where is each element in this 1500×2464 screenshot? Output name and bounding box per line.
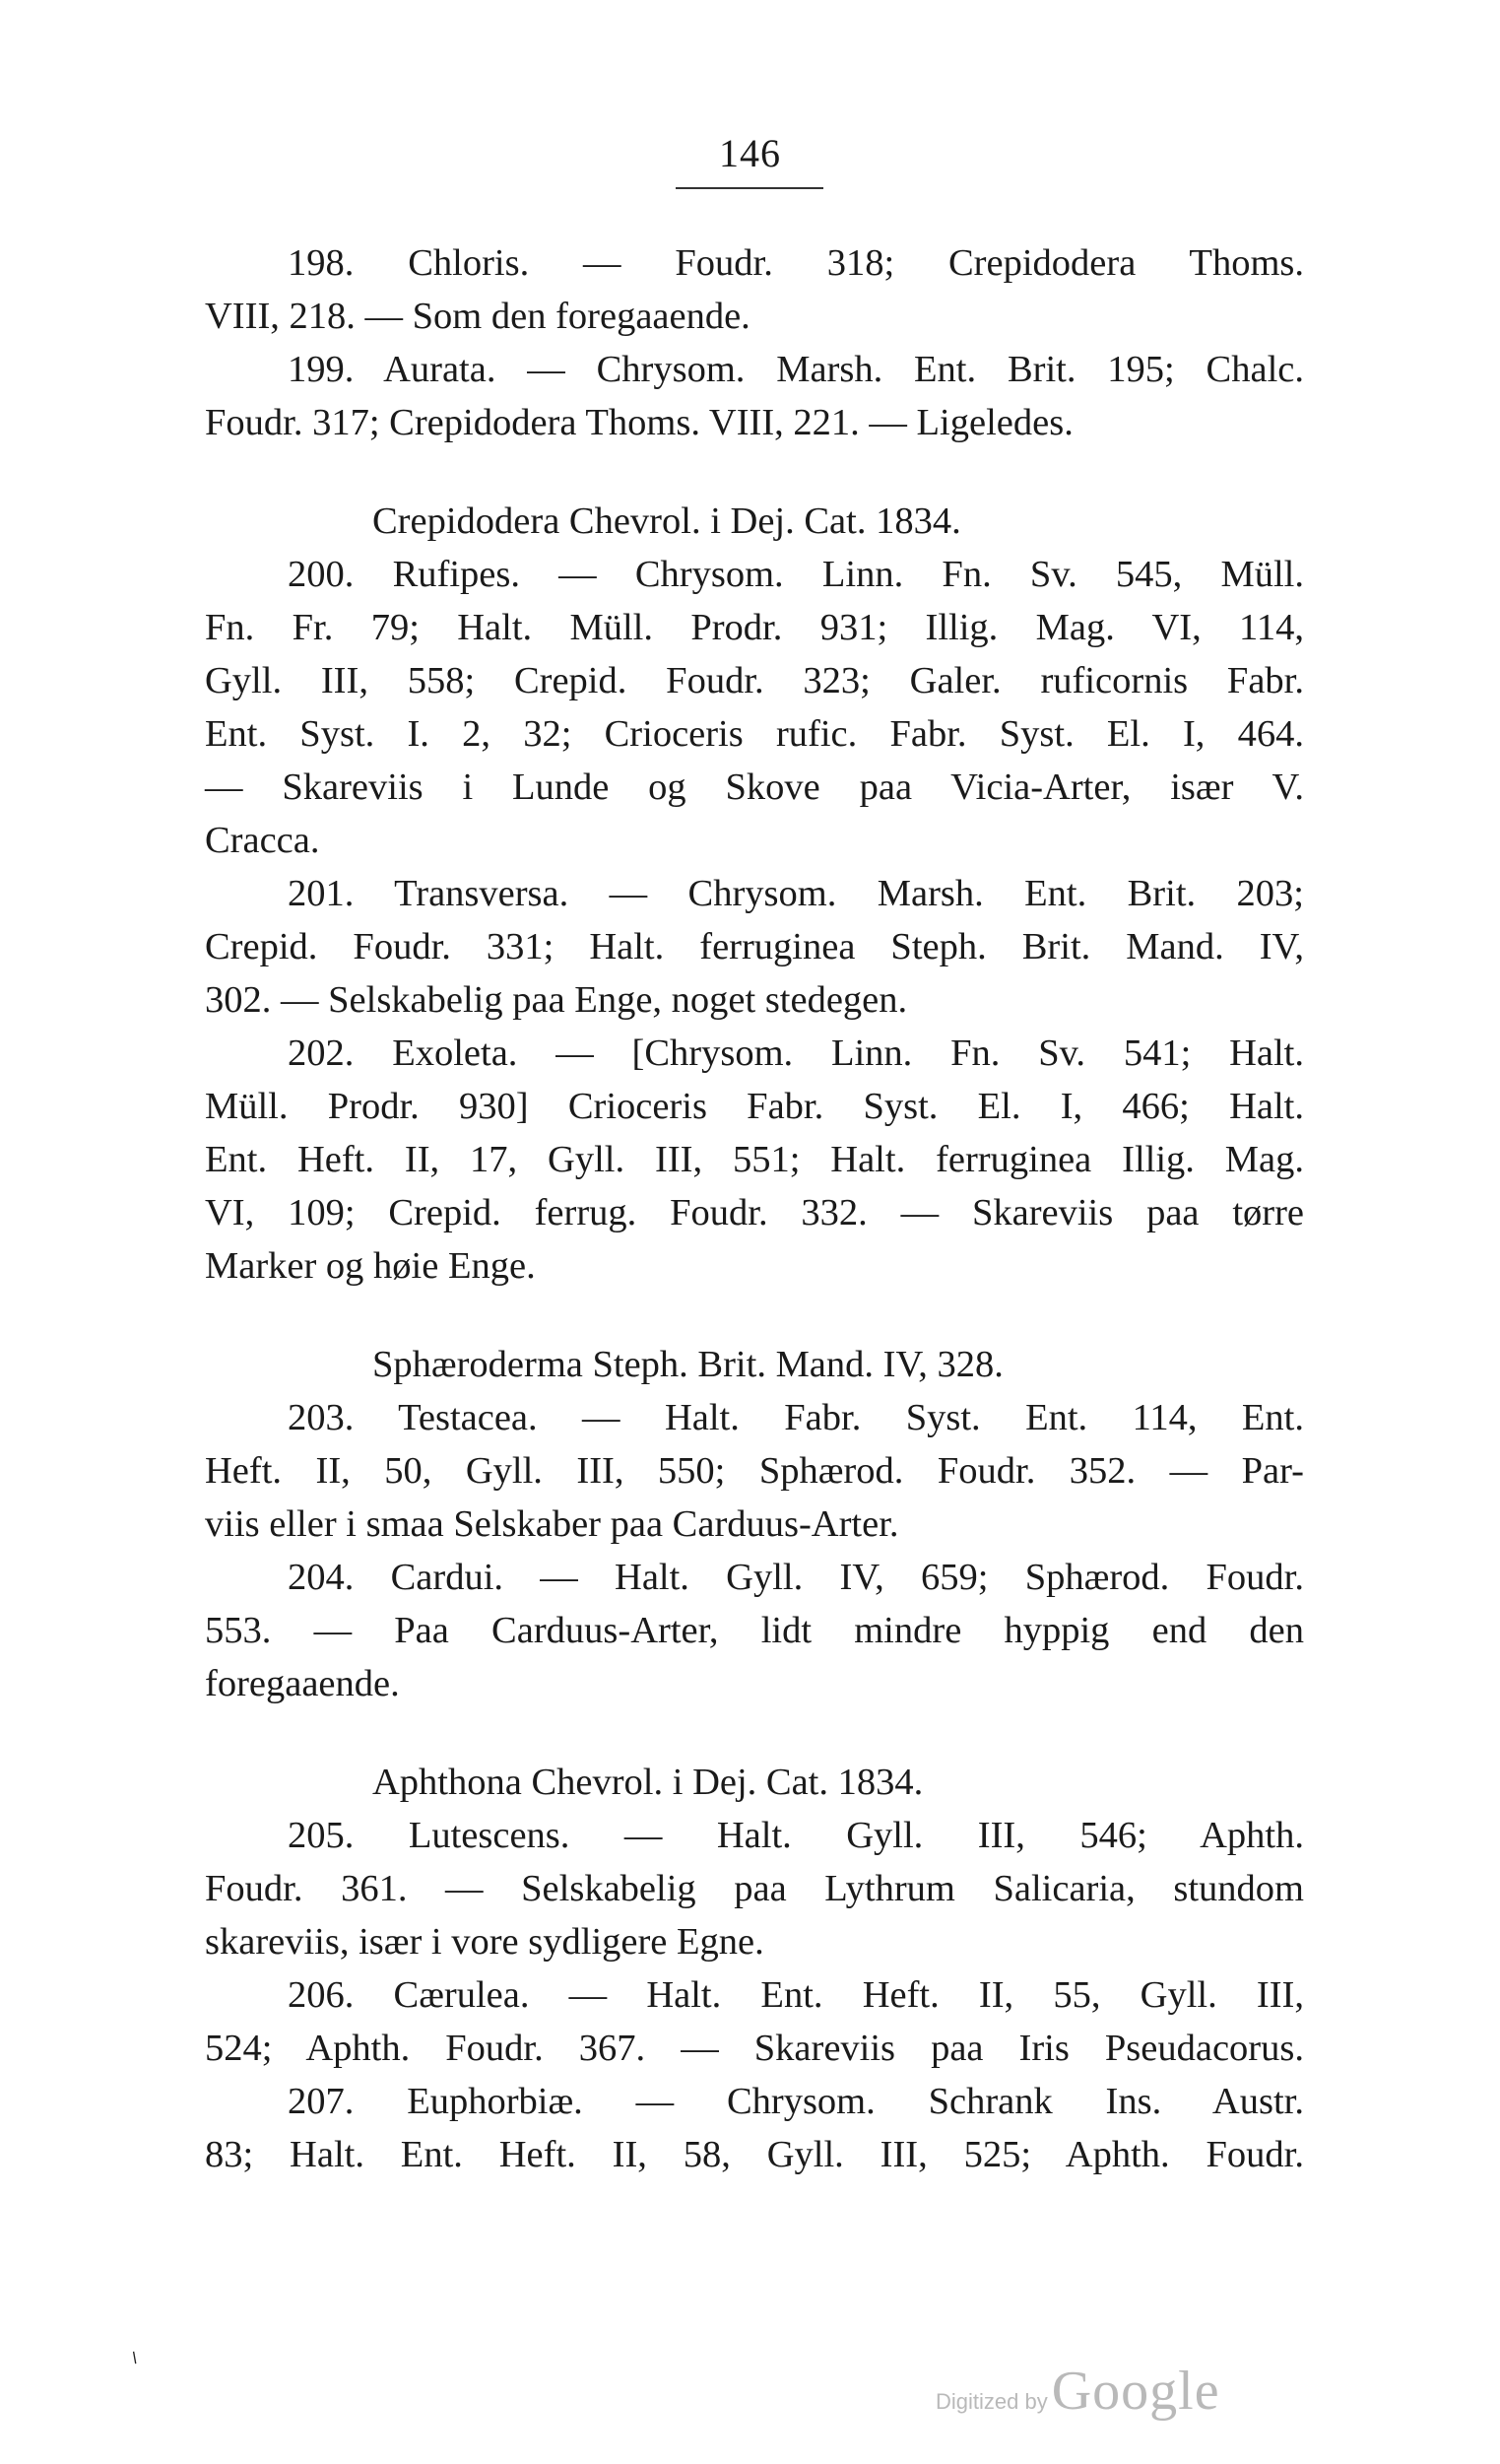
text-line: Müll. Prodr. 930] Crioceris Fabr. Syst. El. I, 466; Halt.: [205, 1086, 1304, 1127]
genus-heading: Aphthona Chevrol. i Dej. Cat. 1834.: [372, 1762, 924, 1803]
text-line: Ent. Heft. II, 17, Gyll. III, 551; Halt. ferruginea Illig. Mag.: [205, 1139, 1304, 1180]
page-number: 146: [719, 131, 781, 175]
text-line: 206. Cærulea. — Halt. Ent. Heft. II, 55, Gyll. III,: [288, 1974, 1304, 2016]
text-line: foregaaende.: [205, 1663, 400, 1704]
text-line: Cracca.: [205, 820, 320, 861]
text-line: 200. Rufipes. — Chrysom. Linn. Fn. Sv. 545, Müll.: [288, 554, 1304, 595]
text-line: Foudr. 361. — Selskabelig paa Lythrum Salicaria, stundom: [205, 1868, 1304, 1909]
text-line: 207. Euphorbiæ. — Chrysom. Schrank Ins. Austr.: [288, 2081, 1304, 2122]
text-line: Crepid. Foudr. 331; Halt. ferruginea Steph. Brit. Mand. IV,: [205, 926, 1304, 967]
text-line: VIII, 218. — Som den foregaaende.: [205, 296, 750, 337]
text-line: 201. Transversa. — Chrysom. Marsh. Ent. Brit. 203;: [288, 873, 1304, 914]
text-line: Fn. Fr. 79; Halt. Müll. Prodr. 931; Illig. Mag. VI, 114,: [205, 607, 1304, 648]
text-line: 524; Aphth. Foudr. 367. — Skareviis paa Iris Pseudacorus.: [205, 2028, 1304, 2069]
text-line: Foudr. 317; Crepidodera Thoms. VIII, 221. — Ligeledes.: [205, 402, 1074, 443]
text-line: 205. Lutescens. — Halt. Gyll. III, 546; Aphth.: [288, 1815, 1304, 1856]
text-line: 302. — Selskabelig paa Enge, noget stedegen.: [205, 979, 908, 1021]
text-line: 199. Aurata. — Chrysom. Marsh. Ent. Brit. 195; Chalc.: [288, 349, 1304, 390]
text-line: 203. Testacea. — Halt. Fabr. Syst. Ent. 114, Ent.: [288, 1397, 1304, 1438]
text-line: viis eller i smaa Selskaber paa Carduus-Arter.: [205, 1503, 899, 1545]
text-line: 204. Cardui. — Halt. Gyll. IV, 659; Sphærod. Foudr.: [288, 1557, 1304, 1598]
watermark-prefix: Digitized by: [936, 2389, 1048, 2414]
text-line: — Skareviis i Lunde og Skove paa Vicia-Arter, især V.: [205, 766, 1304, 808]
text-line: Marker og høie Enge.: [205, 1245, 536, 1287]
text-line: VI, 109; Crepid. ferrug. Foudr. 332. — Skareviis paa tørre: [205, 1192, 1304, 1233]
text-line: Ent. Syst. I. 2, 32; Crioceris rufic. Fabr. Syst. El. I, 464.: [205, 713, 1304, 755]
text-line: 202. Exoleta. — [Chrysom. Linn. Fn. Sv. 541; Halt.: [288, 1032, 1304, 1074]
digitized-watermark: [936, 2360, 1220, 2423]
body-text: [205, 236, 1304, 2181]
page-number-rule: [676, 187, 823, 189]
genus-heading: Sphæroderma Steph. Brit. Mand. IV, 328.: [372, 1344, 1004, 1385]
stray-mark: ⸌: [117, 2346, 146, 2377]
text-line: 83; Halt. Ent. Heft. II, 58, Gyll. III, 525; Aphth. Foudr.: [205, 2134, 1304, 2175]
genus-heading: Crepidodera Chevrol. i Dej. Cat. 1834.: [372, 500, 961, 542]
text-line: Gyll. III, 558; Crepid. Foudr. 323; Galer. ruficornis Fabr.: [205, 660, 1304, 701]
text-line: skareviis, især i vore sydligere Egne.: [205, 1921, 764, 1963]
text-line: 553. — Paa Carduus-Arter, lidt mindre hyppig end den: [205, 1610, 1304, 1651]
google-logo: Google: [1051, 2361, 1220, 2422]
text-line: 198. Chloris. — Foudr. 318; Crepidodera Thoms.: [288, 242, 1304, 284]
text-line: Heft. II, 50, Gyll. III, 550; Sphærod. Foudr. 352. — Par-: [205, 1450, 1304, 1492]
